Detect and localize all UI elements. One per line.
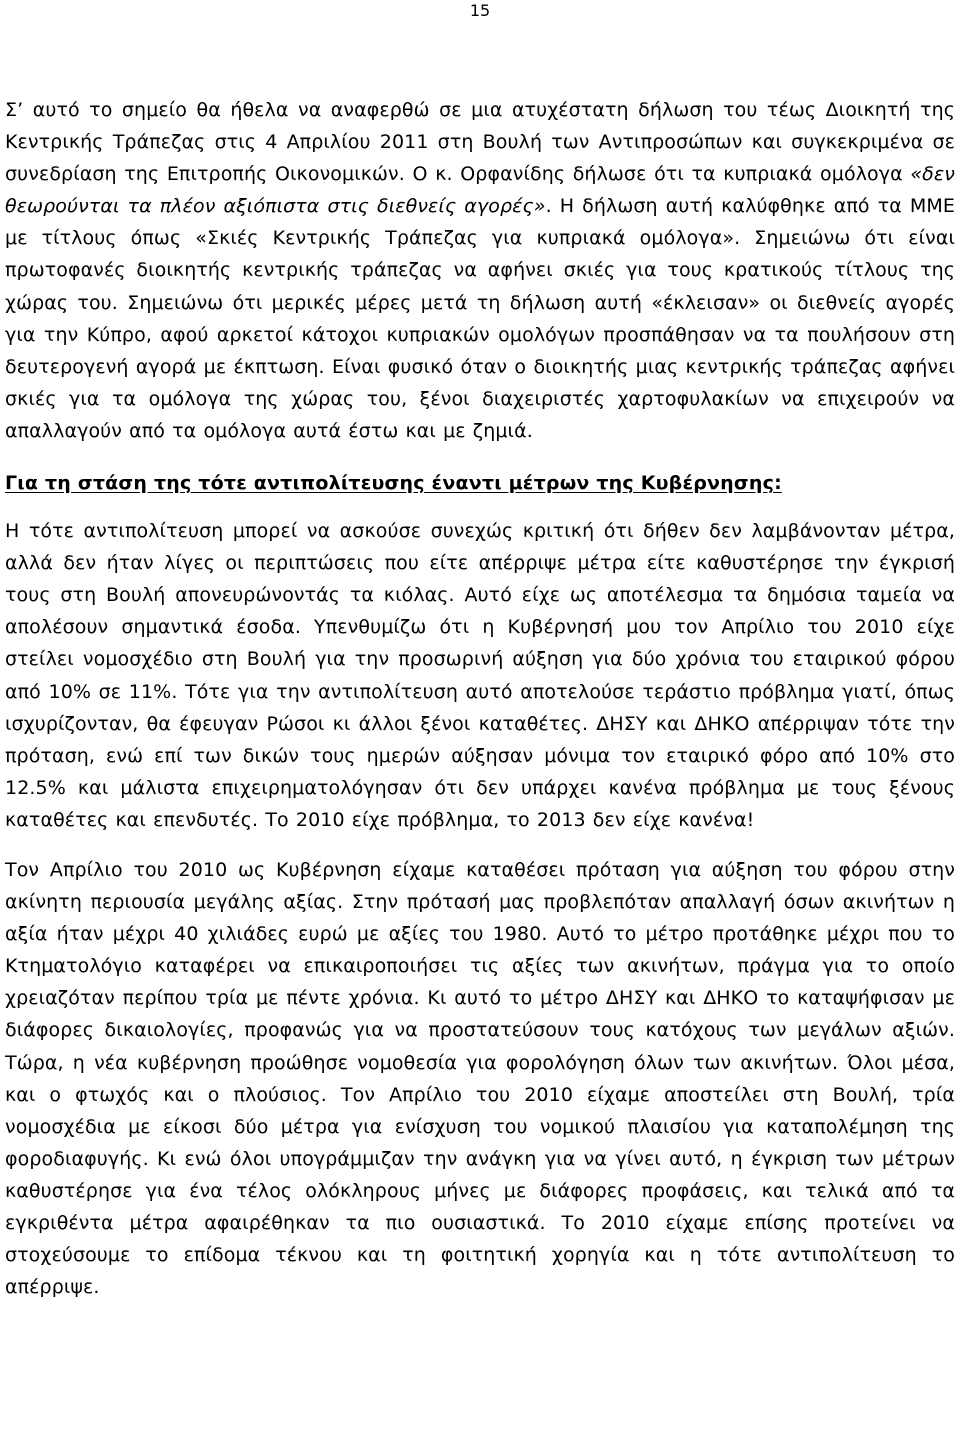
italic-quote: «δεν θεωρούνται τα πλέον αξιόπιστα στις διεθνείς αγορές»	[5, 163, 955, 218]
paragraph-central-bank-statement	[5, 94, 955, 447]
section-heading: Για τη στάση της τότε αντιπολίτευσης έναντι μέτρων της Κυβέρνησης:	[5, 472, 782, 495]
paragraph-text: Σ’ αυτό το σημείο θα ήθελα να αναφερθώ σε μια ατυχέστατη δήλωση του τέως Διοικητή της Κεντρικής Τράπεζας στις 4 Απριλίου 2011 στη Βουλή των Αντιπροσώπων και συγκεκριμένα σε συνεδρίαση της Επιτροπής Οικονομικών. Ο κ. Ορφανίδης δήλωσε ότι τα κυπριακά ομόλογα	[5, 99, 955, 186]
paragraph-property-tax: Τον Απρίλιο του 2010 ως Κυβέρνηση είχαμε καταθέσει πρόταση για αύξηση του φόρου στην ακίνητη περιουσία μεγάλης αξίας. Στην πρότασή μας προβλεπόταν απαλλαγή όσων ακινήτων η αξία ήταν μέχρι 40 χιλιάδες ευρώ με αξίες του 1980. Αυτό το μέτρο προτάθηκε μέχρι που το Κτηματολόγιο καταφέρει να επικαιροποιήσει τις αξίες των ακινήτων, πράγμα για το οποίο χρειαζόταν περίπου τρία με πέντε χρόνια. Κι αυτό το μέτρο ΔΗΣΥ και ΔΗΚΟ το καταψήφισαν με διάφορες δικαιολογίες, προφανώς για να προστατεύσουν τους κατόχους των μεγάλων αξιών. Τώρα, η νέα κυβέρνηση προώθησε νομοθεσία για φορολόγηση όλων των ακινήτων. Όλοι μέσα, και ο φτωχός και ο πλούσιος. Τον Απρίλιο του 2010 είχαμε αποστείλει στη Βουλή, τρία νομοσχέδια με είκοσι δύο μέτρα για ενίσχυση του νομικού πλαισίου για καταπολέμηση της φοροδιαφυγής. Κι ενώ όλοι υπογράμμιζαν την ανάγκη για να γίνει αυτό, η έγκριση των μέτρων καθυστέρησε για ένα τέλος ολόκληρους μήνες με διάφορες προφάσεις, και τελικά από τα εγκριθέντα μέτρα αφαιρέθηκαν τα πιο ουσιαστικά. Το 2010 είχαμε επίσης προτείνει να στοχεύσουμε το επίδομα τέκνου και τη φοιτητική χορηγία και η τότε αντιπολίτευση το απέρριψε.	[5, 858, 955, 1299]
document-body	[5, 94, 955, 1303]
paragraph-text: . Η δήλωση αυτή καλύφθηκε από τα ΜΜΕ με τίτλους όπως «Σκιές Κεντρικής Τράπεζας για κυπριακά ομόλογα». Σημειώνω ότι είναι πρωτοφανές διοικητής κεντρικής τράπεζας να αφήνει σκιές για τους κρατικούς τίτλους της χώρας του. Σημειώνω ότι μερικές μέρες μετά τη δήλωση αυτή «έκλεισαν» οι διεθνείς αγορές για την Κύπρο, αφού αρκετοί κάτοχοι κυπριακών ομολόγων προσπάθησαν να τα πουλήσουν στη δευτερογενή αγορά με έκπτωση. Είναι φυσικό όταν ο διοικητής μιας κεντρικής τράπεζας αφήνει σκιές για τα ομόλογα της χώρας του, ξένοι διαχειριστές χαρτοφυλακίων να επιχειρούν να απαλλαγούν από τα ομόλογα αυτά έστω και με ζημιά.	[5, 195, 956, 442]
paragraph-opposition-stance: Η τότε αντιπολίτευση μπορεί να ασκούσε συνεχώς κριτική ότι δήθεν δεν λαμβάνονταν μέτρα, αλλά δεν ήταν λίγες οι περιπτώσεις που είτε απέρριψε μέτρα είτε καθυστέρησε την έγκρισή τους στη Βουλή απονευρώνοντάς τα κιόλας. Αυτό είχε ως αποτέλεσμα τα δημόσια ταμεία να απολέσουν σημαντικά έσοδα. Υπενθυμίζω ότι η Κυβέρνησή μου τον Απρίλιο του 2010 είχε στείλει νομοσχέδιο στη Βουλή για την προσωρινή αύξηση για δύο χρόνια του εταιρικού φόρου από 10% σε 11%. Τότε για την αντιπολίτευση αυτό αποτελούσε τεράστιο πρόβλημα γιατί, όπως ισχυρίζονταν, θα έφευγαν Ρώσοι κι άλλοι ξένοι καταθέτες. ΔΗΣΥ και ΔΗΚΟ απέρριψαν τότε την πρόταση, ενώ επί των δικών τους ημερών αύξησαν μόνιμα τον εταιρικό φόρο από 10% στο 12.5% και μάλιστα επιχειρηματολόγησαν ότι δεν υπάρχει κανένα πρόβλημα με τους ξένους καταθέτες και επενδυτές. Το 2010 είχε πρόβλημα, το 2013 δεν είχε κανένα!	[5, 520, 955, 831]
page-number: 15	[469, 1, 491, 20]
